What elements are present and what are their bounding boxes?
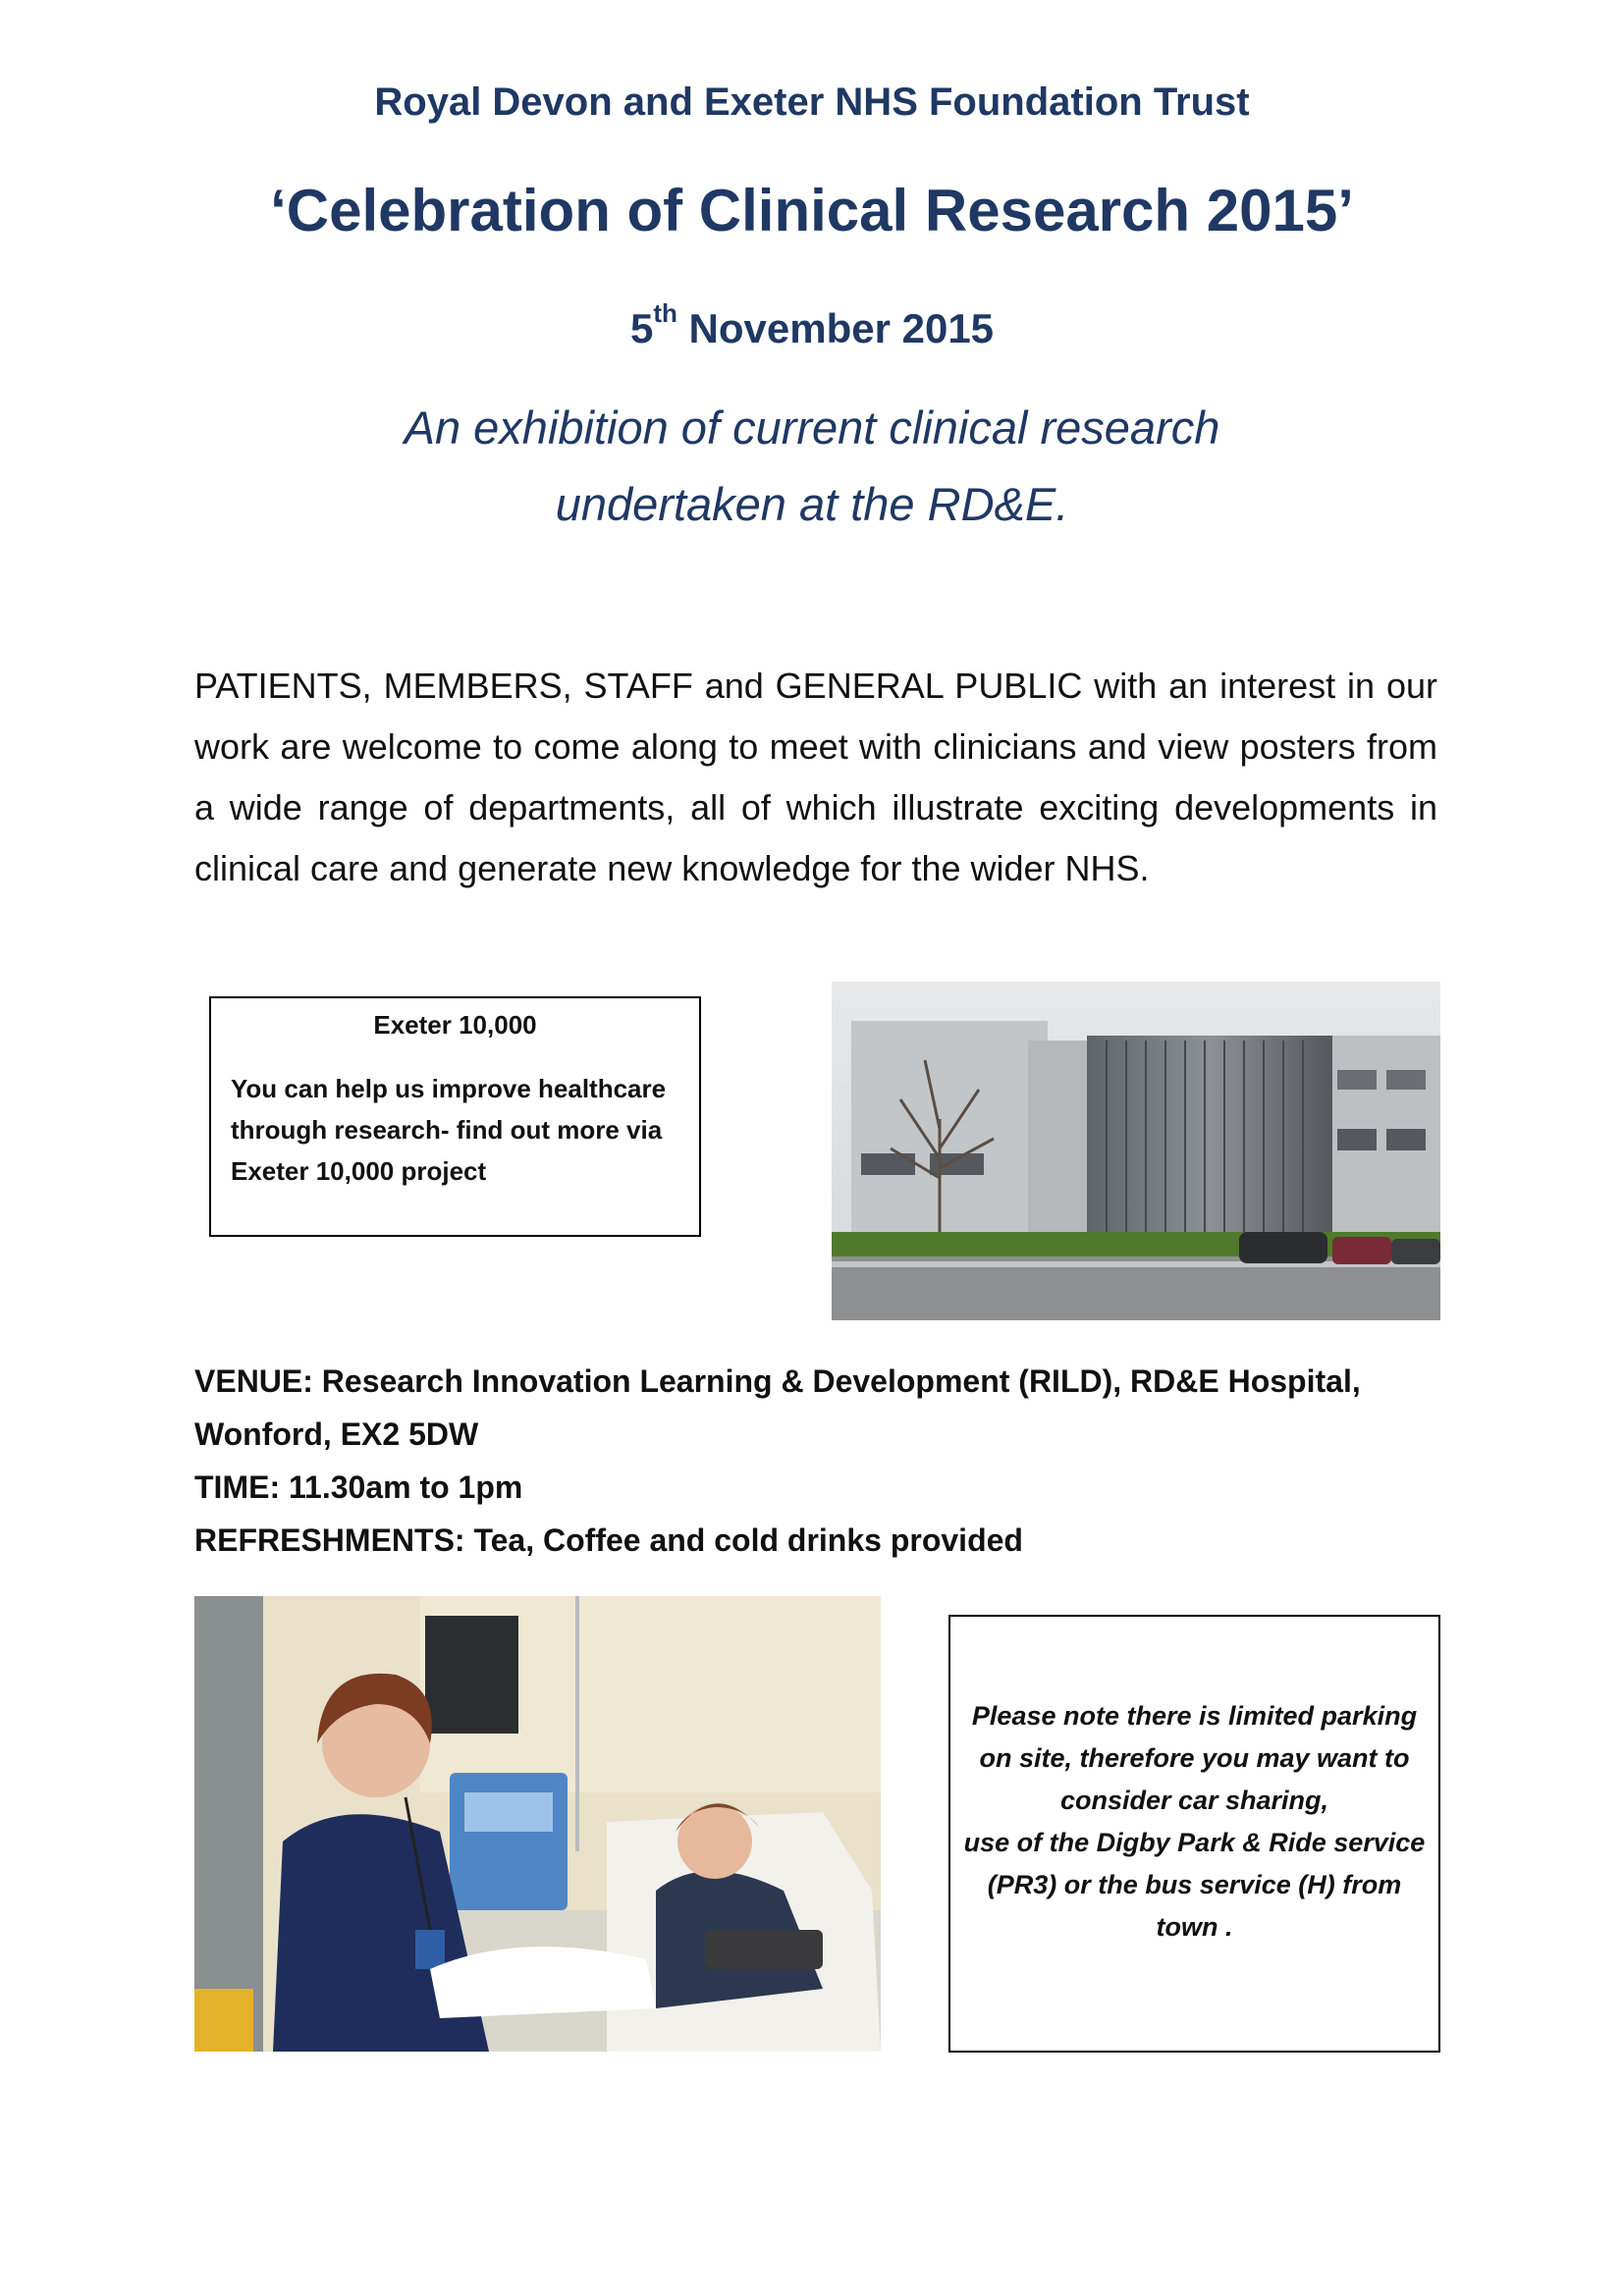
intro-paragraph: PATIENTS, MEMBERS, STAFF and GENERAL PUBLIC with an interest in our work are welcome to come along to meet with clinicians and view posters from a wide range of departments, all of which illustrate exciting developments in clinical care and generate new knowledge for the wider NHS. (194, 666, 1437, 888)
event-details (194, 1355, 1451, 1567)
parking-line: Please note there is limited parking (971, 1701, 1418, 1731)
organisation-name: Royal Devon and Exeter NHS Foundation Trust (374, 80, 1250, 124)
event-date (0, 298, 1624, 352)
date-suffix: th (653, 298, 677, 328)
parking-notice-box (948, 1615, 1440, 2053)
exeter-box-body: You can help us improve healthcare through research- find out more via Exeter 10,000 project (231, 1074, 667, 1186)
hospital-building-photo (832, 982, 1440, 1320)
exeter-10000-box (209, 996, 701, 1237)
date-month-year: November 2015 (677, 305, 995, 351)
event-time: TIME: 11.30am to 1pm (194, 1469, 523, 1505)
parking-line: consider car sharing, (1059, 1786, 1329, 1815)
exeter-box-title: Exeter 10,000 (373, 1010, 537, 1040)
venue-line-1: VENUE: Research Innovation Learning & Development (RILD), RD&E Hospital, (194, 1363, 1361, 1399)
parking-line: town . (1156, 1912, 1233, 1942)
parking-line: on site, therefore you may want to (979, 1743, 1410, 1773)
refreshments: REFRESHMENTS: Tea, Coffee and cold drinks provided (194, 1522, 1023, 1558)
nurse-patient-photo (194, 1596, 881, 2052)
venue-line-2: Wonford, EX2 5DW (194, 1416, 479, 1452)
parking-line: use of the Digby Park & Ride service (963, 1828, 1426, 1857)
subtitle-line-1: An exhibition of current clinical research (404, 401, 1220, 454)
subtitle-line-2: undertaken at the RD&E. (555, 478, 1069, 530)
page-title: ‘Celebration of Clinical Research 2015’ (270, 178, 1354, 243)
date-day: 5 (629, 305, 654, 351)
parking-line: (PR3) or the bus service (H) from (987, 1870, 1402, 1899)
